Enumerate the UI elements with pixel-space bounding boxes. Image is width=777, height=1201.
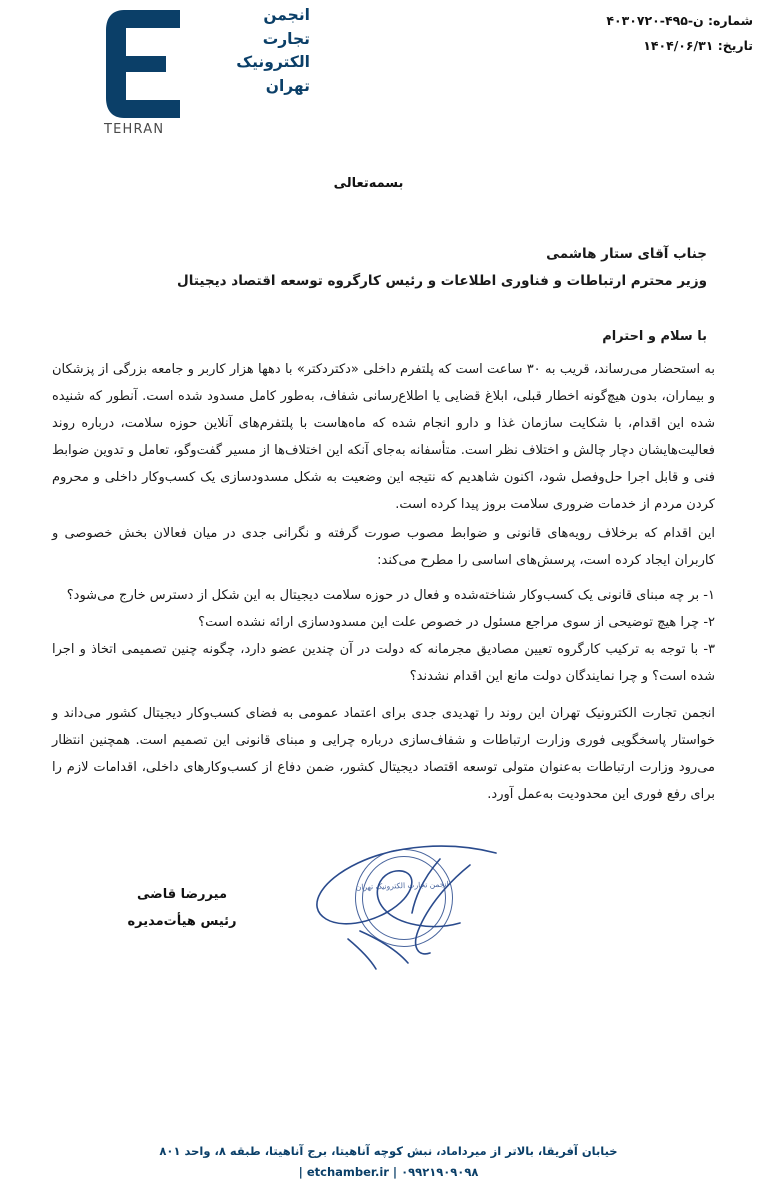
signatory-name: میررضا قاضی <box>136 886 227 902</box>
addressee-title: وزیر محترم ارتباطات و فناوری اطلاعات و رئیس کارگروه توسعه اقتصاد دیجیتال <box>177 273 707 289</box>
addressee-block <box>60 241 707 295</box>
reference-number: شماره: ن-۴۹۵-۴۰۳۰۷۲۰ <box>606 13 753 28</box>
body-paragraph-1: به استحضار می‌رساند، قریب به ۳۰ ساعت است که پلتفرم داخلی «دکتردکتر» با دهها هزار کاربر و جامعه بزرگی از پزشکان و بیماران، بدون هیچ‌گونه اخطار قبلی، ابلاغ قضایی یا اطلاع‌رسانی شفاف، به‌طور کامل مسدود شده است. آنطور که شنیده شده این اقدام، با شکایت سازمان غذا و دارو انجام شده که ماه‌هاست با پلتفرم‌های آنلاین حوزه سلامت، درباره روند فعالیت‌هایشان دچار چالش و اختلاف نظر است. متأسفانه به‌جای آنکه این اختلاف‌ها از مسیر گفت‌وگو، تعامل و تدوین ضوابط فنی و قابل اجرا حل‌وفصل شود، اکنون شاهدیم که نتیجه این وضعیت به شکل مسدودسازی یک کسب‌وکار داخلی و محروم کردن مردم از خدمات ضروری سلامت بروز پیدا کرده است. <box>52 362 715 513</box>
logo-word-4: تهران <box>265 76 310 95</box>
basmala-text: بسمه‌تعالی <box>333 176 404 191</box>
footer-address: خیابان آفریقا، بالاتر از میرداماد، نبش کوچه آناهیتا، برج آناهیتا، طبقه ۸، واحد ۸۰۱ <box>159 1144 618 1158</box>
letter-header <box>0 0 777 150</box>
logo-word-3: الکترونیک <box>236 53 310 72</box>
logo-word-2: تجارت <box>262 29 310 48</box>
signature-area <box>0 831 777 1011</box>
logo-word-1: انجمن <box>263 6 310 24</box>
logo-e-mark-icon <box>102 6 184 122</box>
letter-footer <box>0 1144 777 1179</box>
question-list <box>52 582 715 690</box>
body-paragraph-2: این اقدام که برخلاف رویه‌های قانونی و ضوابط مصوب صورت گرفته و نگرانی جدی در میان فعالان بخش خصوصی و کاربران ایجاد کرده است، پرسش‌های اساسی را مطرح می‌کند: <box>52 526 715 569</box>
signatory-block <box>107 881 257 936</box>
question-item-2: ۲- چرا هیچ توضیحی از سوی مراجع مسئول در خصوص علت این مسدودسازی ارائه نشده است؟ <box>198 615 715 631</box>
organization-stamp-icon <box>349 842 460 953</box>
reference-date: تاریخ: ۱۴۰۴/۰۶/۳۱ <box>643 38 753 53</box>
reference-block <box>606 8 753 58</box>
addressee-name: جناب آقای ستار هاشمی <box>546 246 707 262</box>
logo-wordmark <box>192 4 310 98</box>
closing-paragraph: انجمن تجارت الکترونیک تهران این روند را تهدیدی جدی برای اعتماد عمومی به فضای کسب‌وکار دیجیتال کشور می‌داند و خواستار پاسخگویی فوری وزارت ارتباطات و شفاف‌سازی درباره چرایی و مبنای قانونی این تصمیم است. همچنین انتظار می‌رود وزارت ارتباطات به‌عنوان متولی توسعه اقتصاد دیجیتال کشور، ضمن دفاع از کسب‌وکارهای داخلی، اقدامات لازم را برای رفع فوری این محدودیت به‌عمل آورد. <box>52 706 715 803</box>
signatory-title: رئیس هیأت‌مدیره <box>127 913 237 929</box>
question-item-1: ۱- بر چه مبنای قانونی یک کسب‌وکار شناخته‌شده و فعال در حوزه سلامت دیجیتال به این شکل از دسترس خارج می‌شود؟ <box>66 588 715 604</box>
letter-body <box>52 356 715 574</box>
stamp-text: انجمن تجارت الکترونیک تهران <box>355 878 449 892</box>
salutation-text: با سلام و احترام <box>602 329 707 344</box>
footer-contact: | etchamber.ir | ۰۹۹۲۱۹۰۹۰۹۸ <box>298 1165 479 1179</box>
logo-latin-text: TEHRAN <box>104 122 165 137</box>
organization-logo <box>100 4 310 144</box>
question-item-3: ۳- با توجه به ترکیب کارگروه تعیین مصادیق مجرمانه که دولت در آن چندین عضو دارد، چگونه چنین تصمیمی اتخاذ و اجرا شده است؟ و چرا نمایندگان دولت مانع این اقدام نشدند؟ <box>52 642 715 685</box>
